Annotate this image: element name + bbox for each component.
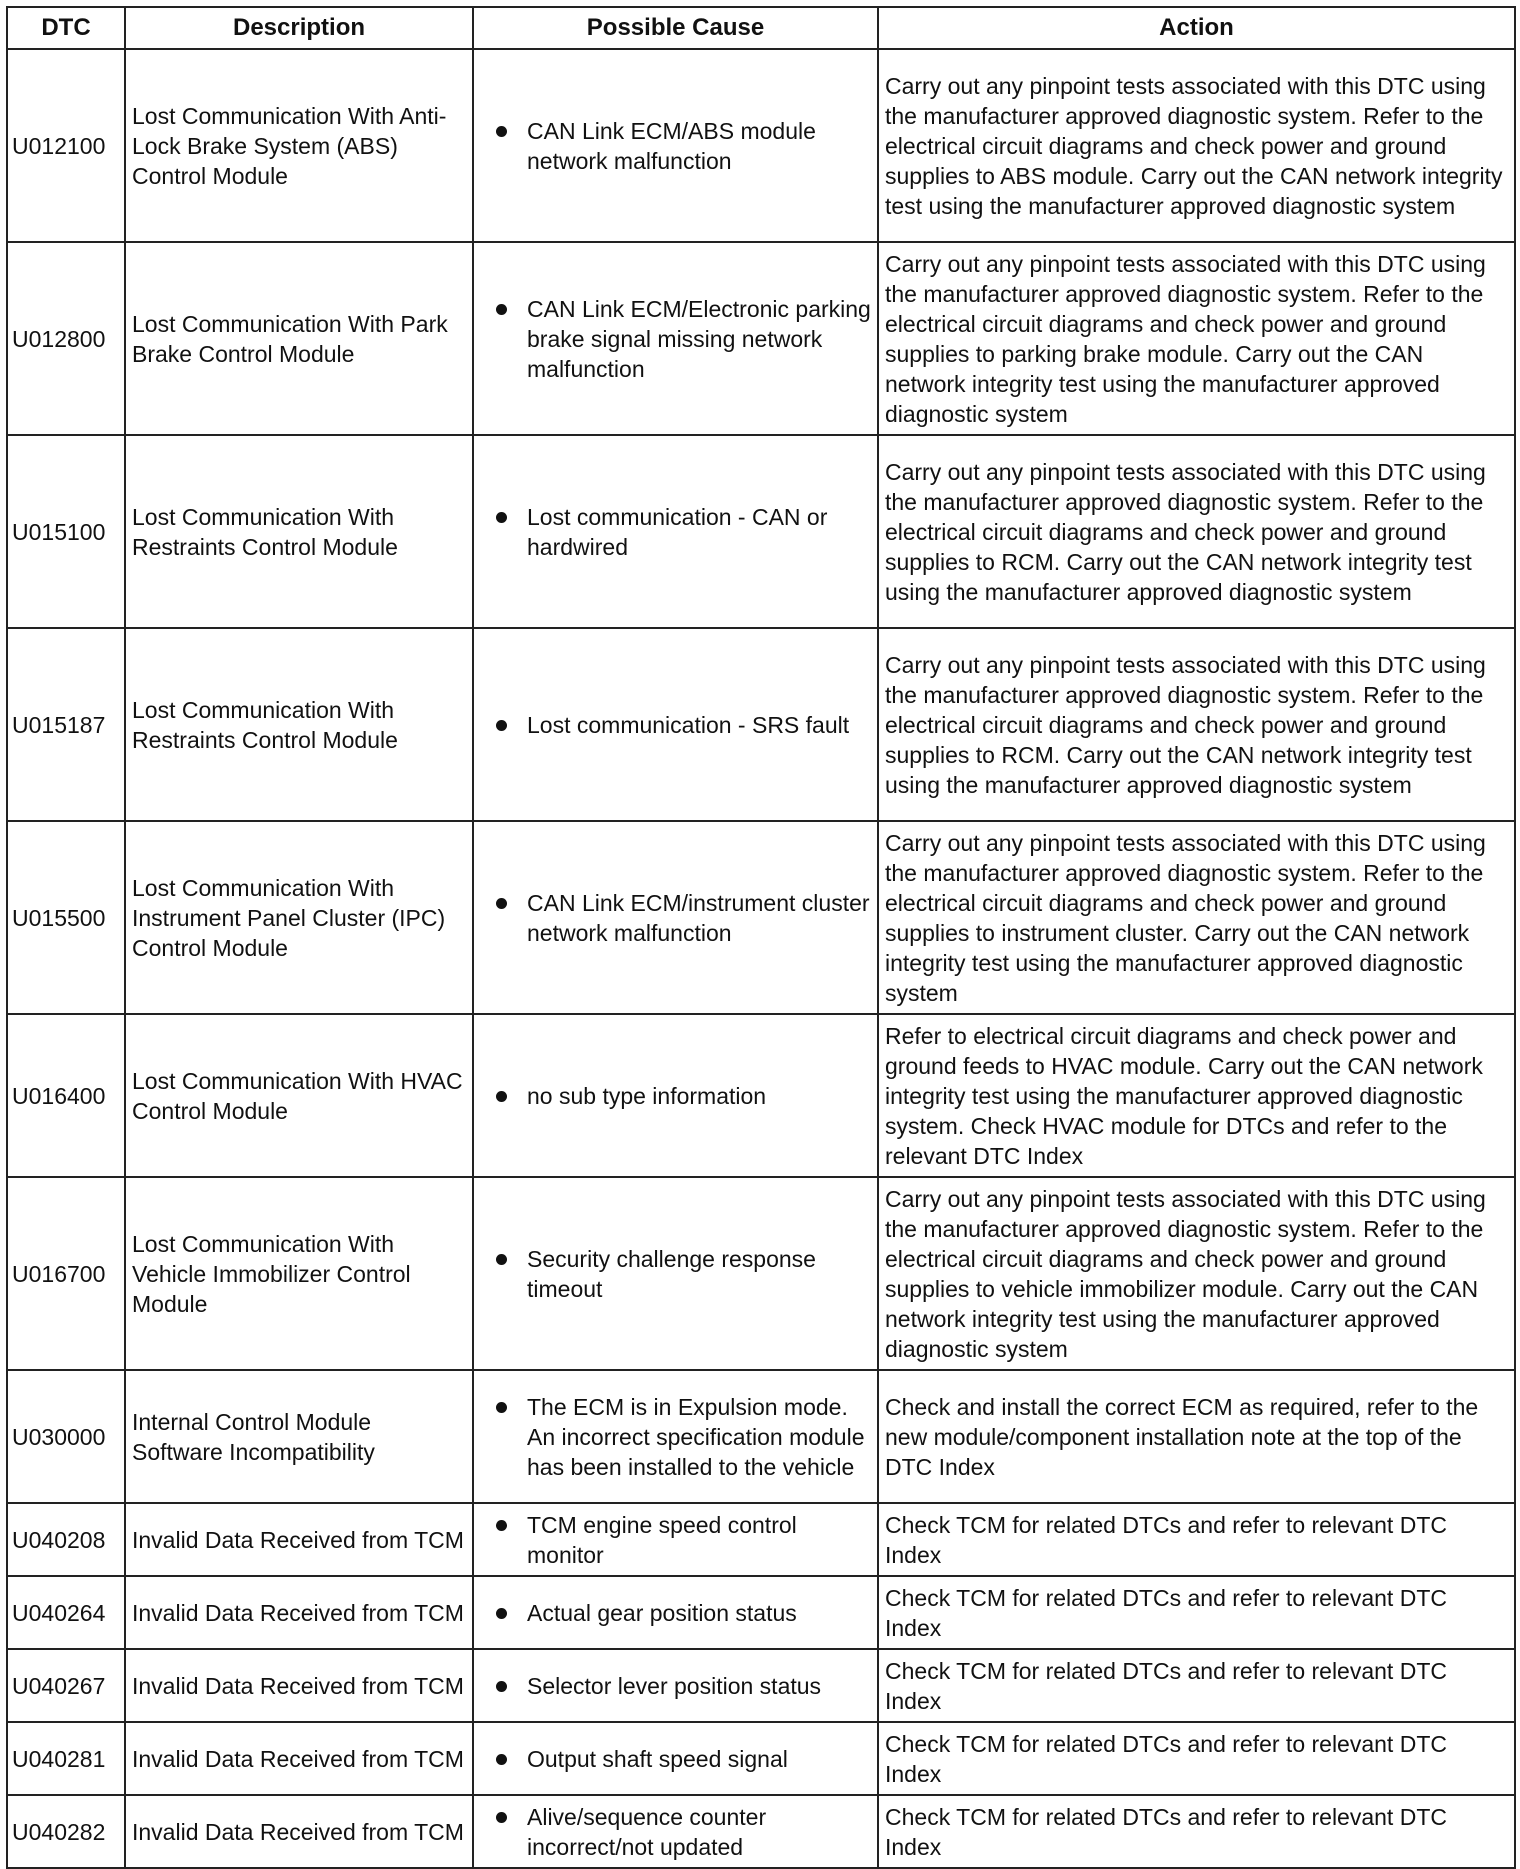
dtc-description: Internal Control Module Software Incompatibility <box>125 1370 473 1503</box>
bullet-icon <box>496 1091 507 1102</box>
dtc-action: Carry out any pinpoint tests associated with this DTC using the manufacturer approved diagnostic system. Refer to the electrical circuit diagrams and check power and ground supplies to instrument cluster. Carry out the CAN network integrity test using the manufacturer approved diagnostic system <box>878 821 1515 1014</box>
dtc-action: Carry out any pinpoint tests associated with this DTC using the manufacturer approved diagnostic system. Refer to the electrical circuit diagrams and check power and ground supplies to vehicle immobilizer module. Carry out the CAN network integrity test using the manufacturer approved diagnostic system <box>878 1177 1515 1370</box>
table-row <box>7 1722 1515 1795</box>
cause-text: Actual gear position status <box>527 1599 797 1626</box>
possible-cause <box>473 242 878 435</box>
dtc-description: Lost Communication With HVAC Control Module <box>125 1014 473 1177</box>
bullet-icon <box>496 1402 507 1413</box>
header-action: Action <box>878 7 1515 49</box>
dtc-action: Check and install the correct ECM as required, refer to the new module/component installation note at the top of the DTC Index <box>878 1370 1515 1503</box>
dtc-code: U015100 <box>7 435 125 628</box>
dtc-action: Check TCM for related DTCs and refer to relevant DTC Index <box>878 1722 1515 1795</box>
bullet-icon <box>496 1754 507 1765</box>
table-row <box>7 1795 1515 1868</box>
bullet-icon <box>496 898 507 909</box>
bullet-icon <box>496 1812 507 1823</box>
possible-cause <box>473 49 878 242</box>
dtc-code: U015500 <box>7 821 125 1014</box>
dtc-code: U040264 <box>7 1576 125 1649</box>
header-dtc: DTC <box>7 7 125 49</box>
bullet-icon <box>496 1681 507 1692</box>
dtc-code: U012800 <box>7 242 125 435</box>
dtc-table <box>6 6 1516 1869</box>
possible-cause <box>473 1177 878 1370</box>
bullet-icon <box>496 720 507 731</box>
dtc-action: Carry out any pinpoint tests associated with this DTC using the manufacturer approved diagnostic system. Refer to the electrical circuit diagrams and check power and ground supplies to RCM. Carry out the CAN network integrity test using the manufacturer approved diagnostic system <box>878 435 1515 628</box>
dtc-description: Lost Communication With Restraints Control Module <box>125 628 473 821</box>
dtc-description: Lost Communication With Restraints Control Module <box>125 435 473 628</box>
dtc-code: U040208 <box>7 1503 125 1576</box>
dtc-description: Lost Communication With Park Brake Control Module <box>125 242 473 435</box>
possible-cause <box>473 1014 878 1177</box>
table-row <box>7 1649 1515 1722</box>
table-row <box>7 1503 1515 1576</box>
cause-text: Lost communication - SRS fault <box>527 711 850 738</box>
dtc-code: U016700 <box>7 1177 125 1370</box>
dtc-document <box>6 6 1514 1869</box>
dtc-code: U040267 <box>7 1649 125 1722</box>
dtc-action: Carry out any pinpoint tests associated with this DTC using the manufacturer approved diagnostic system. Refer to the electrical circuit diagrams and check power and ground supplies to RCM. Carry out the CAN network integrity test using the manufacturer approved diagnostic system <box>878 628 1515 821</box>
bullet-icon <box>496 126 507 137</box>
dtc-description: Invalid Data Received from TCM <box>125 1503 473 1576</box>
dtc-action: Check TCM for related DTCs and refer to relevant DTC Index <box>878 1795 1515 1868</box>
cause-text: Output shaft speed signal <box>527 1745 788 1772</box>
dtc-code: U012100 <box>7 49 125 242</box>
possible-cause <box>473 1795 878 1868</box>
dtc-code: U040282 <box>7 1795 125 1868</box>
bullet-icon <box>496 1254 507 1265</box>
cause-text: TCM engine speed control monitor <box>527 1511 797 1568</box>
table-row <box>7 1370 1515 1503</box>
possible-cause <box>473 1649 878 1722</box>
dtc-description: Lost Communication With Instrument Panel Cluster (IPC) Control Module <box>125 821 473 1014</box>
dtc-description: Invalid Data Received from TCM <box>125 1795 473 1868</box>
possible-cause <box>473 1503 878 1576</box>
table-row <box>7 628 1515 821</box>
table-row <box>7 435 1515 628</box>
header-possible-cause: Possible Cause <box>473 7 878 49</box>
dtc-description: Lost Communication With Anti-Lock Brake System (ABS) Control Module <box>125 49 473 242</box>
dtc-action: Check TCM for related DTCs and refer to relevant DTC Index <box>878 1503 1515 1576</box>
dtc-description: Invalid Data Received from TCM <box>125 1649 473 1722</box>
dtc-description: Invalid Data Received from TCM <box>125 1576 473 1649</box>
cause-text: Lost communication - CAN or hardwired <box>527 503 828 560</box>
cause-text: Alive/sequence counter incorrect/not updated <box>527 1803 767 1860</box>
table-row <box>7 49 1515 242</box>
dtc-description: Lost Communication With Vehicle Immobilizer Control Module <box>125 1177 473 1370</box>
cause-text: Security challenge response timeout <box>527 1245 816 1302</box>
possible-cause <box>473 1722 878 1795</box>
bullet-icon <box>496 1520 507 1531</box>
possible-cause <box>473 628 878 821</box>
dtc-description: Invalid Data Received from TCM <box>125 1722 473 1795</box>
cause-text: Selector lever position status <box>527 1672 822 1699</box>
cause-text: CAN Link ECM/Electronic parking brake signal missing network malfunction <box>527 295 871 382</box>
possible-cause <box>473 1576 878 1649</box>
header-description: Description <box>125 7 473 49</box>
cause-text: CAN Link ECM/ABS module network malfunction <box>527 117 816 174</box>
dtc-action: Check TCM for related DTCs and refer to relevant DTC Index <box>878 1576 1515 1649</box>
table-row <box>7 1014 1515 1177</box>
dtc-action: Carry out any pinpoint tests associated with this DTC using the manufacturer approved diagnostic system. Refer to the electrical circuit diagrams and check power and ground supplies to parking brake module. Carry out the CAN network integrity test using the manufacturer approved diagnostic system <box>878 242 1515 435</box>
bullet-icon <box>496 304 507 315</box>
table-row <box>7 821 1515 1014</box>
possible-cause <box>473 1370 878 1503</box>
cause-text: no sub type information <box>527 1082 767 1109</box>
possible-cause <box>473 821 878 1014</box>
possible-cause <box>473 435 878 628</box>
cause-text: CAN Link ECM/instrument cluster network malfunction <box>527 889 870 946</box>
table-header-row <box>7 7 1515 49</box>
dtc-action: Carry out any pinpoint tests associated with this DTC using the manufacturer approved diagnostic system. Refer to the electrical circuit diagrams and check power and ground supplies to ABS module. Carry out the CAN network integrity test using the manufacturer approved diagnostic system <box>878 49 1515 242</box>
dtc-code: U015187 <box>7 628 125 821</box>
bullet-icon <box>496 512 507 523</box>
dtc-action: Refer to electrical circuit diagrams and check power and ground feeds to HVAC module. Carry out the CAN network integrity test using the manufacturer approved diagnostic system. Check HVAC module for DTCs and refer to the relevant DTC Index <box>878 1014 1515 1177</box>
dtc-code: U030000 <box>7 1370 125 1503</box>
dtc-code: U040281 <box>7 1722 125 1795</box>
dtc-code: U016400 <box>7 1014 125 1177</box>
table-row <box>7 242 1515 435</box>
bullet-icon <box>496 1608 507 1619</box>
dtc-action: Check TCM for related DTCs and refer to relevant DTC Index <box>878 1649 1515 1722</box>
table-row <box>7 1576 1515 1649</box>
cause-text: The ECM is in Expulsion mode. An incorrect specification module has been installed to the vehicle <box>527 1393 865 1480</box>
table-row <box>7 1177 1515 1370</box>
